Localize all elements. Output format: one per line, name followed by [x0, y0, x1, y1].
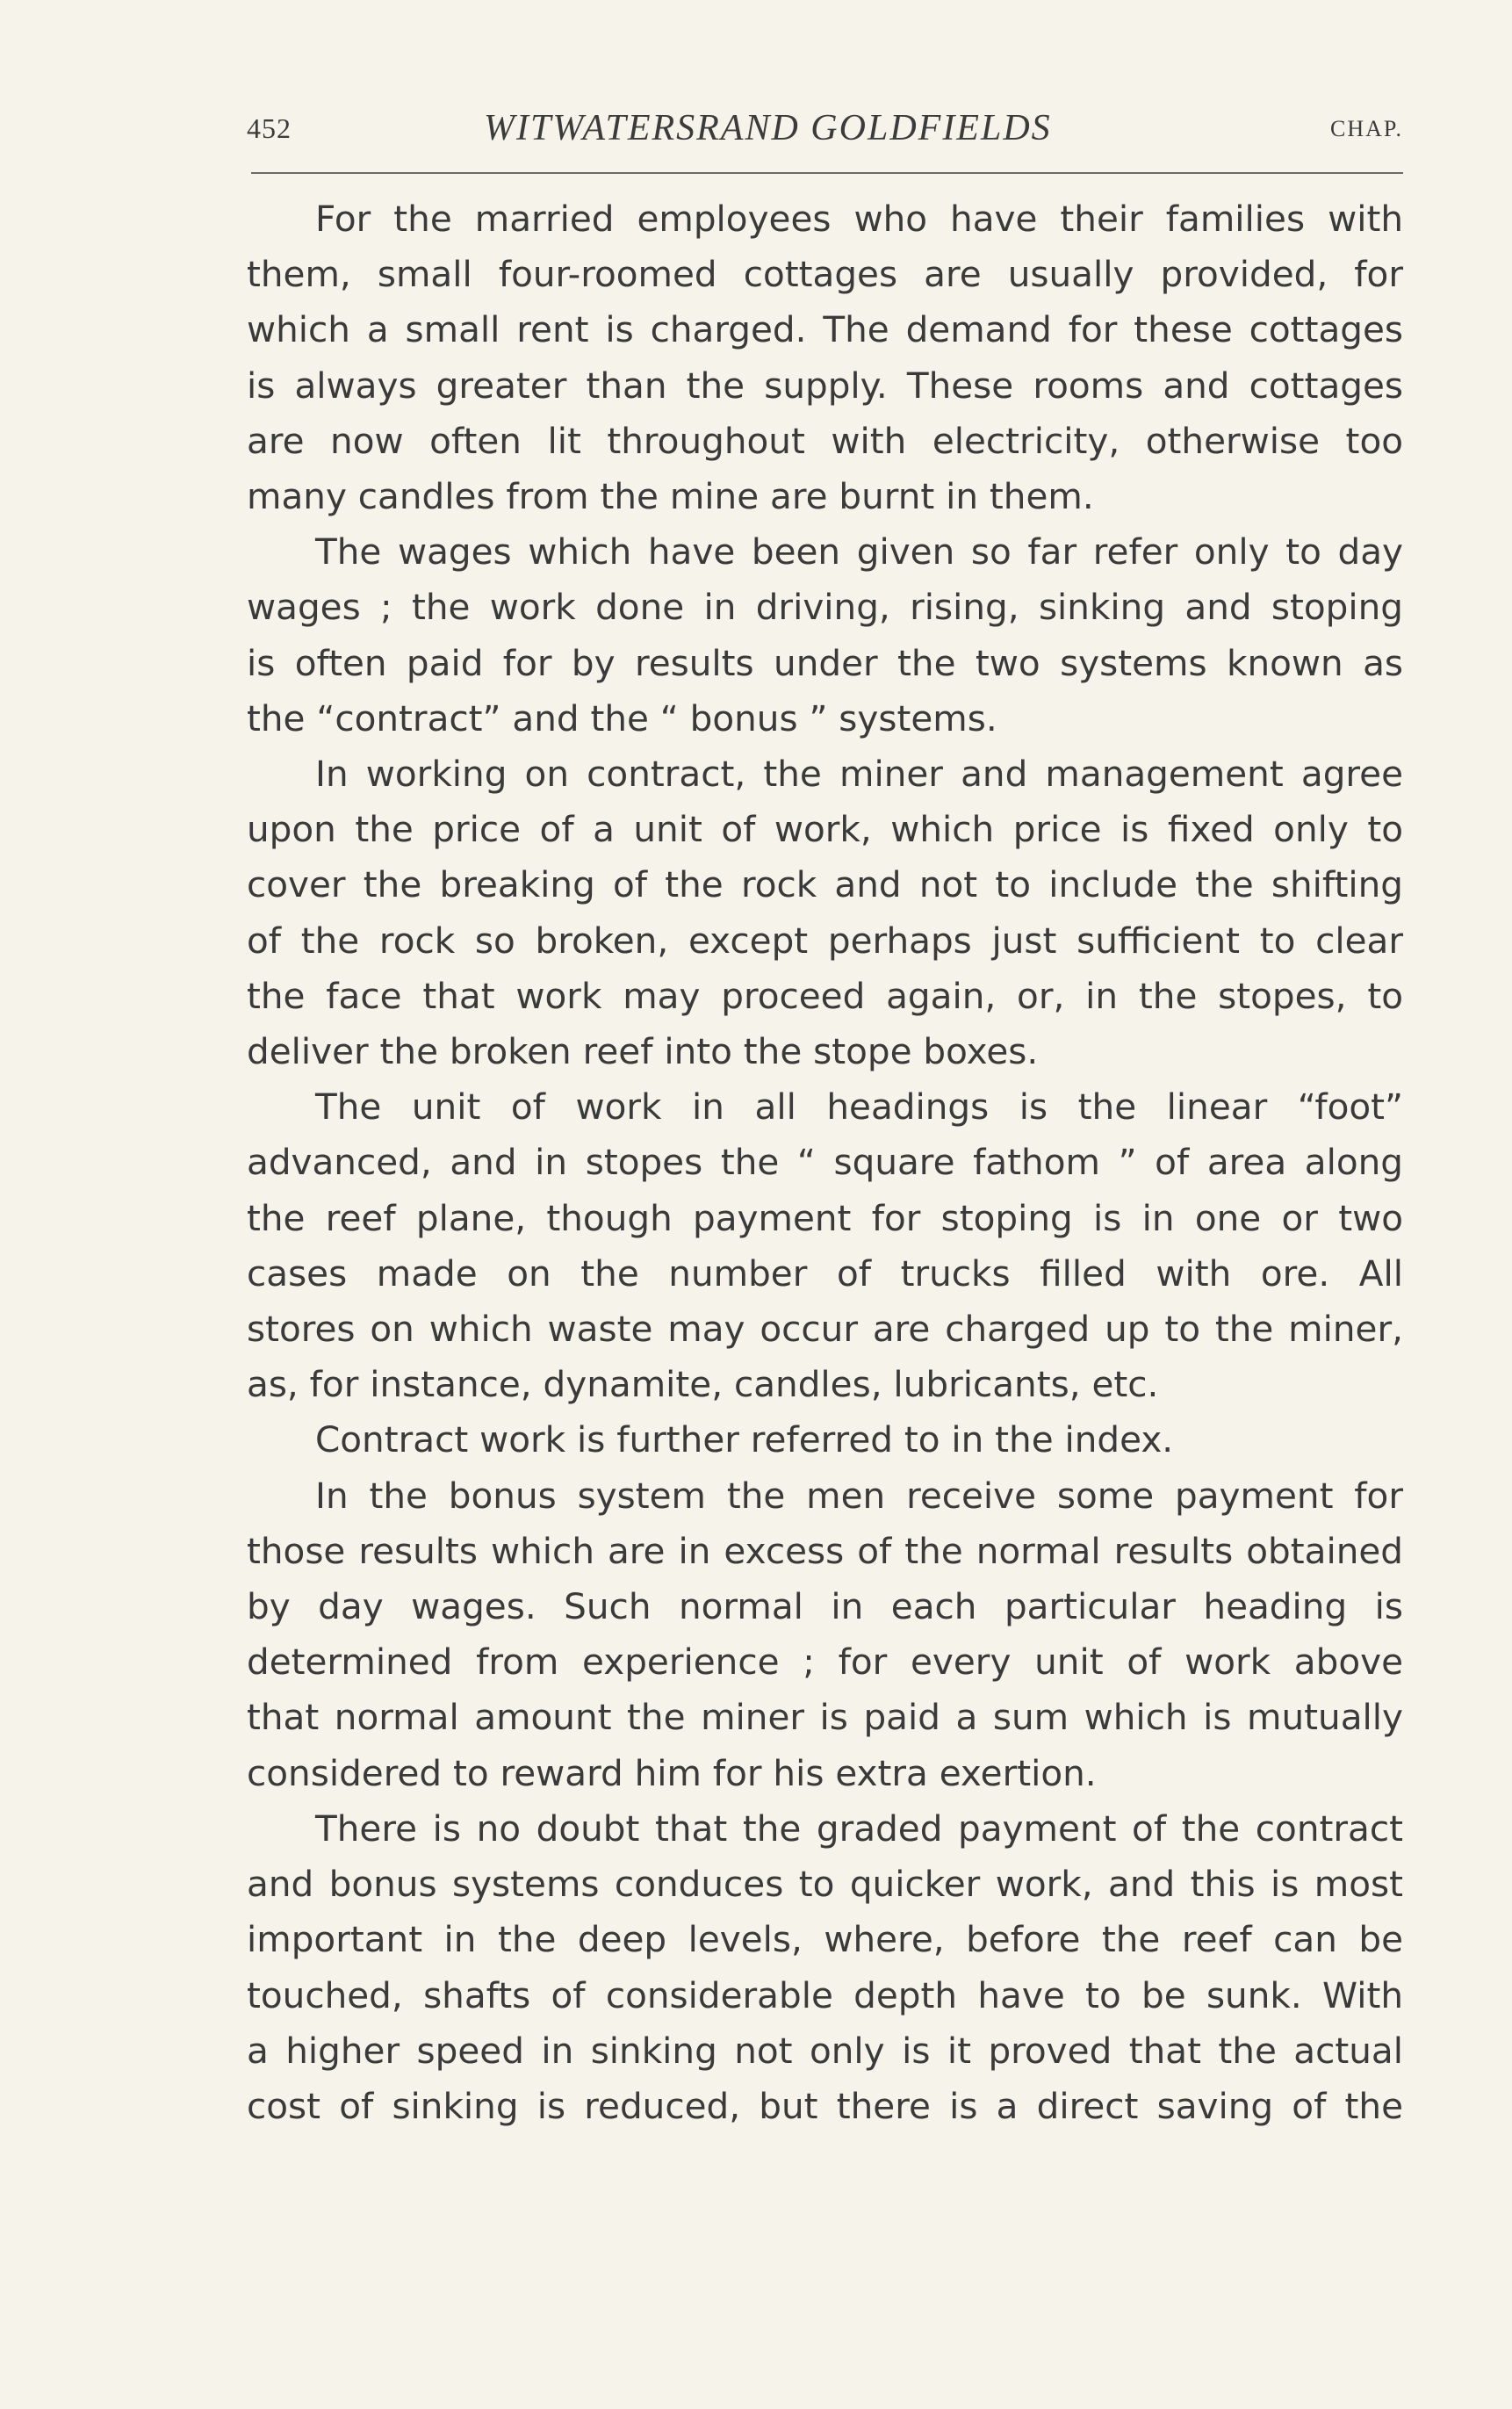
text-line: of the rock so broken, except perhaps just sufficient to clear: [247, 919, 1403, 962]
header-rule: [251, 172, 1403, 174]
text-line: by day wages. Such normal in each particular heading is: [247, 1585, 1403, 1628]
text-line: wages ; the work done in driving, rising, sinking and stoping: [247, 586, 1403, 629]
text-line: Contract work is further referred to in the index.: [315, 1418, 1174, 1461]
text-line: as, for instance, dynamite, candles, lubricants, etc.: [247, 1363, 1159, 1406]
text-line: The wages which have been given so far refer only to day: [315, 530, 1403, 573]
text-line: There is no doubt that the graded payment of the contract: [315, 1807, 1403, 1850]
page-header: [247, 104, 1403, 156]
text-line: stores on which waste may occur are charged up to the miner,: [247, 1308, 1403, 1351]
text-line: the “contract” and the “ bonus ” systems.: [247, 696, 997, 739]
text-line: that normal amount the miner is paid a sum which is mutually: [247, 1696, 1403, 1739]
text-line: In the bonus system the men receive some payment for: [315, 1474, 1403, 1517]
text-line: those results which are in excess of the normal results obtained: [247, 1529, 1403, 1572]
paragraph: [247, 1412, 1403, 1468]
text-line: considered to reward him for his extra exertion.: [247, 1751, 1097, 1794]
text-line: upon the price of a unit of work, which price is fixed only to: [247, 808, 1403, 851]
body-text: [247, 191, 1403, 2134]
chapter-label: CHAP.: [1330, 116, 1403, 141]
text-line: touched, shafts of considerable depth have to be sunk. With: [247, 1973, 1403, 2016]
text-line: and bonus systems conduces to quicker work, and this is most: [247, 1863, 1403, 1906]
text-line: are now often lit throughout with electricity, otherwise too: [247, 419, 1403, 462]
text-line: the reef plane, though payment for stoping is in one or two: [247, 1196, 1403, 1239]
paragraph: [247, 1801, 1403, 2134]
paragraph: [247, 1468, 1403, 1801]
text-line: deliver the broken reef into the stope boxes.: [247, 1030, 1039, 1073]
text-line: cover the breaking of the rock and not to include the shifting: [247, 863, 1403, 906]
text-line: a higher speed in sinking not only is it proved that the actual: [247, 2029, 1403, 2072]
running-head-title: WITWATERSRAND GOLDFIELDS: [484, 108, 1052, 148]
text-line: In working on contract, the miner and management agree: [315, 753, 1403, 796]
text-line: For the married employees who have their families with: [315, 198, 1403, 240]
text-line: important in the deep levels, where, before the reef can be: [247, 1918, 1403, 1961]
paragraph: [247, 524, 1403, 747]
text-line: is always greater than the supply. These rooms and cottages: [247, 364, 1403, 407]
paragraph: [247, 1079, 1403, 1412]
text-line: them, small four-roomed cottages are usually provided, for: [247, 253, 1403, 296]
paragraph: [247, 191, 1403, 524]
page-number: 452: [247, 112, 292, 144]
text-line: which a small rent is charged. The demand for these cottages: [247, 308, 1403, 351]
text-line: determined from experience ; for every unit of work above: [247, 1641, 1403, 1684]
text-line: the face that work may proceed again, or, in the stopes, to: [247, 974, 1403, 1017]
text-line: cost of sinking is reduced, but there is a direct saving of the: [247, 2084, 1403, 2127]
text-line: The unit of work in all headings is the linear “foot”: [315, 1085, 1403, 1129]
text-line: many candles from the mine are burnt in them.: [247, 475, 1094, 518]
text-line: advanced, and in stopes the “ square fathom ” of area along: [247, 1141, 1403, 1184]
text-line: is often paid for by results under the two systems known as: [247, 641, 1403, 684]
text-line: cases made on the number of trucks filled with ore. All: [247, 1251, 1403, 1295]
paragraph: [247, 747, 1403, 1079]
